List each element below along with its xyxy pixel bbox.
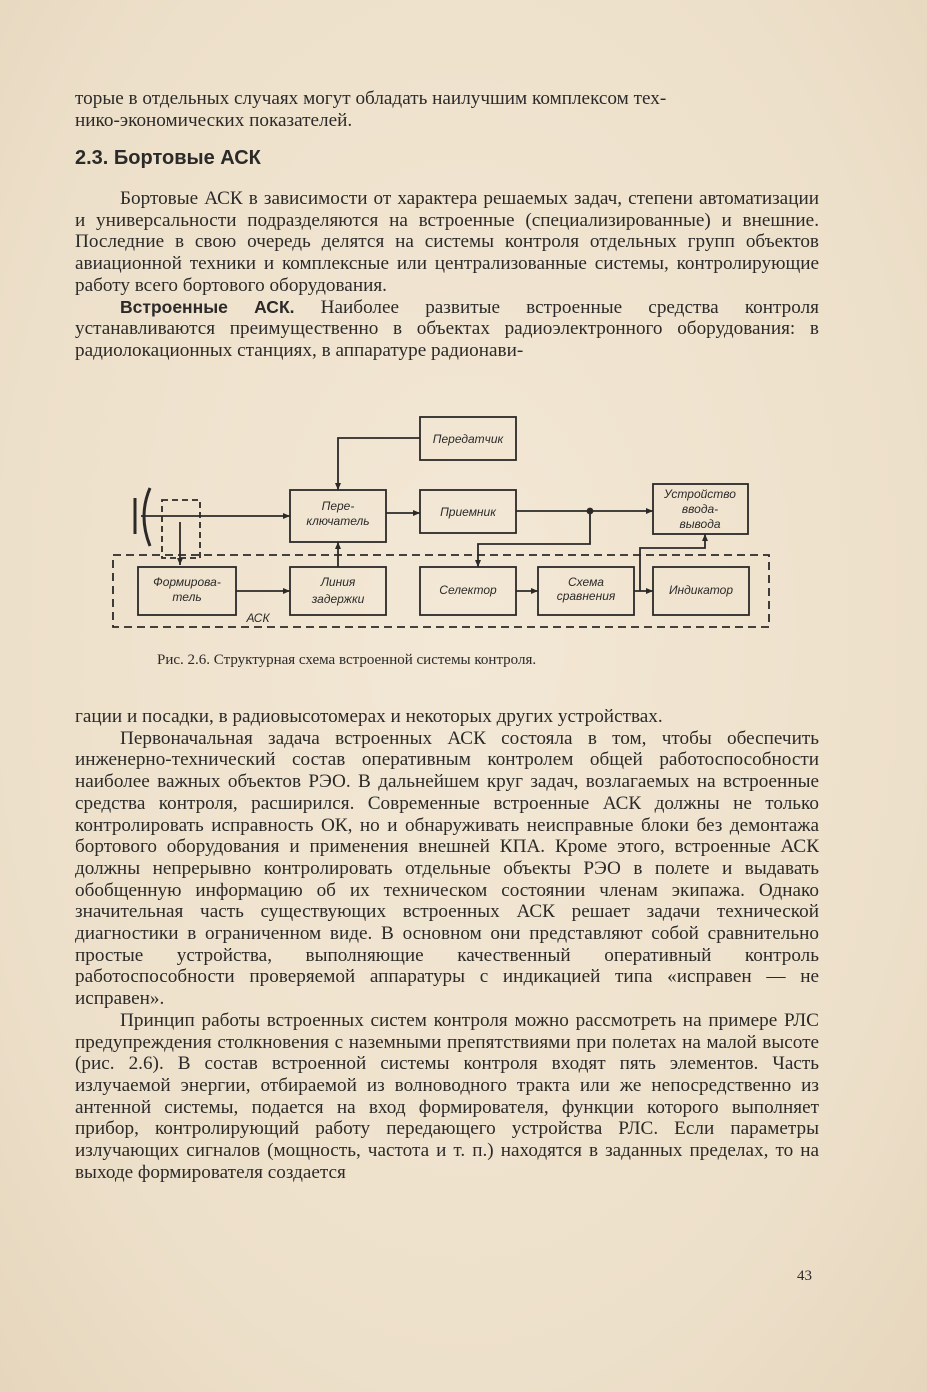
- paragraph-2-text: Наиболее развитые встроенные средства контроля устанавливаются преимущественно в объектах радиоэлектронного оборудования: в радиолокационных станциях, в аппаратуре радионави-: [75, 296, 819, 361]
- paragraph-1: Бортовые АСК в зависимости от характера решаемых задач, степени автоматизации и универсальности подразделяются на встроенные (специализированные) и внешние. Последние в свою очередь делятся на системы контроля отдельных групп объектов авиационной техники и комплексные или централизованные системы, контролирующие работу всего бортового оборудования.: [75, 188, 819, 296]
- intro-line-1: торые в отдельных случаях могут обладать наилучшим комплексом тех-: [75, 88, 667, 109]
- switch-label-1: Пере-: [321, 499, 355, 513]
- delay-label-2: задержки: [311, 592, 365, 606]
- receiver-label: Приемник: [440, 505, 496, 519]
- body-text-bottom: [75, 706, 819, 1183]
- switch-label-2: ключатель: [306, 514, 370, 528]
- former-label-2: тель: [172, 590, 202, 604]
- paragraph-3: гации и посадки, в радиовысотомерах и некоторых других устройствах.: [75, 706, 663, 727]
- io-label-2: ввода-: [681, 502, 719, 516]
- former-label-1: Формирова-: [153, 575, 221, 589]
- paragraph-5: Принцип работы встроенных систем контроля можно рассмотреть на примере РЛС предупреждения столкновения с наземными препятствиями при полетах на малой высоте (рис. 2.6). В состав встроенной системы контроля входят пять элементов. Часть излучаемой энергии, отбираемой из волноводного тракта или же непосредственно из антенной системы, подается на вход формирователя, функции которого выполняет прибор, контролирующий работу передающего устройства РЛС. Если параметры излучающих сигналов (мощность, частота и т. п.) находятся в заданных пределах, то на выходе формирователя создается: [75, 1009, 819, 1183]
- figure-caption: Рис. 2.6. Структурная схема встроенной системы контроля.: [157, 652, 537, 668]
- comparator-label-2: сравнения: [556, 589, 616, 603]
- section-heading: 2.3. Бортовые АСК: [75, 147, 261, 169]
- intro-line-2: нико-экономических показателей.: [75, 109, 353, 131]
- paragraph-2-lead: Встроенные АСК.: [120, 296, 295, 317]
- indicator-label: Индикатор: [668, 583, 734, 597]
- comparator-label-1: Схема: [568, 575, 604, 589]
- io-label-1: Устройство: [664, 487, 736, 501]
- transmitter-label: Передатчик: [432, 432, 504, 446]
- selector-label: Селектор: [439, 583, 497, 597]
- coupler-dashed: [162, 500, 200, 558]
- delay-label-1: Линия: [320, 575, 356, 589]
- ask-frame-label: АСК: [246, 611, 270, 625]
- page-number: 43: [797, 1268, 812, 1284]
- antenna-icon: [144, 488, 150, 546]
- paragraph-4: Первоначальная задача встроенных АСК состояла в том, чтобы обеспечить инженерно-технический состав оперативным контролем общей работоспособности наиболее важных объектов РЭО. В дальнейшем круг задач, возлагаемых на встроенные средства контроля, расширился. Современные встроенные АСК должны не только контролировать исправность ОК, но и обнаруживать неисправные блоки без демонтажа бортового оборудования и применения внешней КПА. Кроме этого, встроенные АСК должны непрерывно контролировать отдельные объекты РЭО в полете и выдавать обобщенную информацию об их техническом состоянии членам экипажа. Однако значительная часть существующих встроенных АСК решает задачи технической диагностики в ограниченном виде. В основном они представляют собой сравнительно простые устройства, выполняющие качественный оперативный контроль работоспособности проверяемой аппаратуры с индикацией типа «исправен — не исправен».: [75, 727, 819, 1010]
- io-label-3: вывода: [679, 517, 721, 531]
